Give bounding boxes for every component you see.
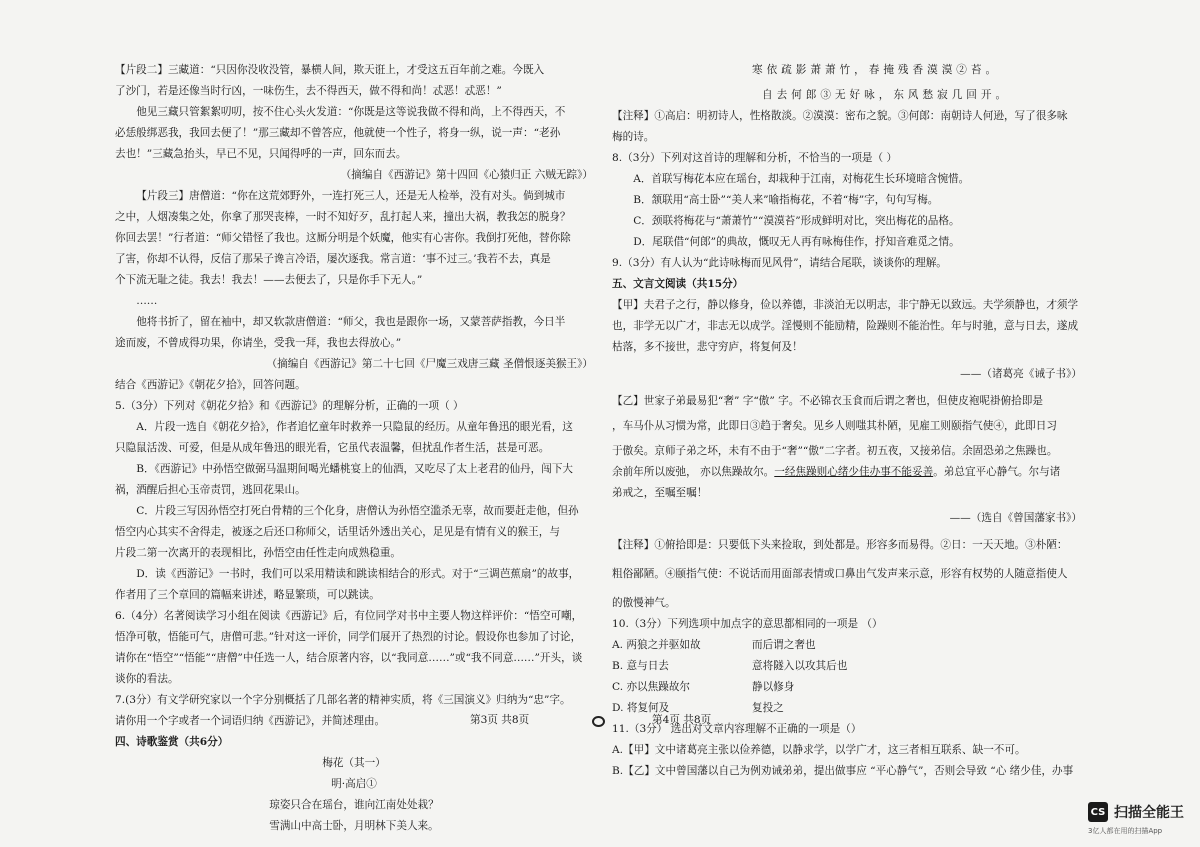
option-line: A.【甲】文中诸葛亮主张以俭养德，以静求学，以学广才，这三者相互联系、缺一不可。	[612, 744, 1026, 756]
question-11: 11.（3分） 选出对文章内容理解不正确的一项是（）	[612, 723, 862, 735]
text-line: 请你在“悟空”“悟能”“唐僧”中任选一人，结合原著内容，以“我同意……”或“我不同意……”开头，谈	[115, 652, 583, 664]
text-line: 悟净可敬，悟能可气，唐僧可悲。”针对这一评价，同学们展开了热烈的讨论。假设你也参加了讨论，	[115, 631, 582, 643]
text-line: 祸，酒醒后担心玉帝责罚，逃回花果山。	[115, 484, 306, 496]
text-line: 【片段二】三藏道：“只因你没收没管，暴横人间，欺天诳上，才受这五百年前之难。今既入	[115, 64, 545, 76]
text-line: D．读《西游记》一书时，我们可以采用精读和跳读相结合的形式。对于“三调芭蕉扇”的故事，	[136, 568, 580, 580]
text-line: 雪满山中高士卧，月明林下美人来。	[269, 820, 439, 832]
question-8: 8.（3分）下列对这首诗的理解和分析，不恰当的一项是（ ）	[612, 152, 898, 164]
text-line: C．片段三写因孙悟空打死白骨精的三个化身，唐僧认为孙悟空滥杀无辜，故而要赶走他，但孙	[136, 505, 579, 517]
passage-yi-line: 【乙】世家子弟最易犯“奢” 字“傲” 字。不必锦衣玉食而后谓之奢也，但使皮袍呢褂俯拾即是	[612, 395, 1043, 407]
source-line: ——（选自《曾国藩家书》）	[949, 512, 1082, 524]
text-line: 他见三藏只管絮絮叨叨，按不住心头火发道：“你既是这等说我做不得和尚，上不得西天，不	[136, 106, 566, 118]
text-line: 去也！”三藏急抬头，早已不见，只闻得呼的一声，回东而去。	[115, 148, 407, 160]
text-line: 作者用了三个章回的篇幅来讲述，略显繁琐，可以跳读。	[115, 589, 380, 601]
section-heading: 五、文言文阅读（共15分）	[612, 278, 744, 290]
page-number-left: 第3页 共8页	[470, 714, 530, 726]
passage-yi-line: ，车马仆从习惯为常，此即日③趋于奢矣。见乡人则嗤其朴陋，见雇工则颐指气使④，此即日习	[612, 420, 1057, 432]
text-line: 了害，你却不认得，反信了那呆子谗言冷语，屡次逐我。常言道：‘事不过三。’我若不去，真是	[115, 253, 551, 265]
passage-jia-line: 【甲】夫君子之行，静以修身，俭以养德，非淡泊无以明志，非宁静无以致远。夫学须静也，才须学	[612, 299, 1079, 311]
text-line: 6.（4分）名著阅读学习小组在阅读《西游记》后，有位同学对书中主要人物这样评价：“悟空可嘲，	[115, 610, 583, 622]
note-line: 梅的诗。	[612, 131, 655, 143]
text-line: B．《西游记》中孙悟空做弼马温期间喝光蟠桃宴上的仙酒，又吃尽了太上老君的仙丹，闯下大	[136, 463, 574, 475]
page-number-right: 第4页 共8页	[652, 714, 712, 726]
note-line: 【注释】①俯拾即是：只要低下头来捡取，到处都是。形容多而易得。②日：一天天地。③朴陋：	[612, 539, 1068, 551]
underlined-sentence: 一经焦躁则心绪少佳办事不能妥善	[774, 466, 934, 478]
text-line: 了沙门，若是还像当时行凶，一味伤生，去不得西天，做不得和尚！忒恶！忒恶！”	[115, 85, 502, 97]
passage-jia-line: 枯落，多不接世，悲守穷庐，将复何及！	[612, 341, 803, 353]
scanner-watermark	[1088, 802, 1184, 822]
note-line: 的傲慢神气。	[612, 597, 676, 609]
text-line: 他将书折了，留在袖中，却又软款唐僧道：“师父，我也是跟你一场，又蒙菩萨指教，今日半	[136, 316, 566, 328]
text-line: 梅花（其一）	[322, 757, 386, 769]
scanner-tagline: 3亿人都在用的扫描App	[1088, 827, 1163, 835]
poem-line: 寒依疏影萧萧竹，春掩残香漠漠②苔。	[752, 64, 1001, 76]
poem-line: 自去何郎③无好咏，东风愁寂几回开。	[762, 89, 1011, 101]
text-line: 5.（3分）下列对《朝花夕拾》和《西游记》的理解分析，正确的一项（ ）	[115, 400, 464, 412]
text-line: ……	[136, 295, 158, 307]
text-line: 结合《西游记》《朝花夕拾》，回答问题。	[115, 379, 306, 391]
text-line: 个下流无耻之徒。我去！我去！——去便去了，只是你手下无人。”	[115, 274, 423, 286]
text-line: 片段二第一次离开的表现相比，孙悟空由任性走向成熟稳重。	[115, 547, 402, 559]
option-line: B．颔联用“高士卧”“美人来”喻指梅花，不着“梅”字，句句写梅。	[633, 194, 939, 206]
option-line: D. 将复何及 复投之	[612, 702, 784, 714]
text-line: 请你用一个字或者一个词语归纳《西游记》，并简述理由。	[115, 715, 386, 727]
right-page	[612, 60, 1082, 782]
option-line: D．尾联借“何郎”的典故，慨叹无人再有咏梅佳作，抒知音难觅之情。	[633, 236, 960, 248]
cs-logo-icon: CS	[1088, 802, 1108, 822]
text-line: 必恁般绑恶我，我回去便了！”那三藏却不曾答应，他就使一个性子，将身一纵，说一声：“老孙	[115, 127, 561, 139]
passage-yi-line: 弟戒之，至嘱至嘱！	[612, 487, 708, 499]
note-line: 【注释】①高启：明初诗人，性格散淡。②漠漠：密布之貌。③何郎：南朝诗人何逊，写了很多咏	[612, 110, 1068, 122]
option-line: B.【乙】文中曾国藩以自己为例劝诫弟弟，提出做事应 “平心静气”，否则会导致 “心 绪少佳，办事	[612, 765, 1074, 777]
text-line: 明·高启①	[331, 778, 377, 790]
question-9: 9.（3分）有人认为“此诗咏梅而见风骨”，请结合尾联，谈谈你的理解。	[612, 257, 947, 269]
text-line: A．片段一选自《朝花夕拾》，作者追忆童年时救养一只隐鼠的经历。从童年鲁迅的眼光看，这	[136, 421, 573, 433]
text-line: 你回去罢！”行者道：“师父错怪了我也。这厮分明是个妖魔，他实有心害你。我倒打死他，替你除	[115, 232, 571, 244]
text-line: 途而废，不曾成得功果，你请坐，受我一拜，我也去得放心。”	[115, 337, 402, 349]
passage-yi-line: 于傲矣。京师子弟之坏，未有不由于“奢”“傲”二字者。初五夜，又接弟信。余固恐弟之焦躁也。	[612, 445, 1058, 457]
text-line: 【片段三】唐僧道：“你在这荒郊野外，一连打死三人，还是无人检举，没有对头。倘到城市	[136, 190, 566, 202]
text-line: （摘编自《西游记》第二十七回《尸魔三戏唐三藏 圣僧恨逐美猴王》）	[266, 358, 593, 370]
text-line: 谈你的看法。	[115, 673, 179, 685]
text-line: 四、诗歌鉴赏（共6分）	[115, 736, 229, 748]
source-line: ——（诸葛亮《诫子书》）	[960, 368, 1082, 380]
text-line: 7.(3分）有文学研究家以一个字分别概括了几部名著的精神实质，将《三国演义》归纳为“忠”字。	[115, 694, 571, 706]
binding-hole-icon	[592, 716, 605, 727]
option-line: B. 意与日去 意将隧入以攻其后也	[612, 660, 848, 672]
text-line: 只隐鼠活泼、可爱，但是从成年鲁迅的眼光看，它虽代表温馨，但扰乱作者生活，甚是可恶。	[115, 442, 550, 454]
note-line: 粗俗鄙陋。④颐指气使：不说话而用面部表情或口鼻出气发声来示意，形容有权势的人随意指使人	[612, 568, 1068, 580]
scanner-app-name: 扫描全能王	[1114, 805, 1184, 821]
text-line: 琼姿只合在瑶台，谁向江南处处栽？	[269, 799, 439, 811]
text-line: 悟空内心其实不舍得走，被逐之后还口称师父，话里话外透出关心，足见是有情有义的猴王，与	[115, 526, 560, 538]
option-line: C. 亦以焦躁故尔 静以修身	[612, 681, 795, 693]
text-line: （摘编自《西游记》第十四回《心猿归正 六贼无踪》）	[340, 169, 593, 181]
text-line: 之中，人烟凑集之处，你拿了那哭丧棒，一时不知好歹，乱打起人来，撞出大祸，教我怎的脱身？	[115, 211, 571, 223]
passage-jia-line: 也，非学无以广才，非志无以成学。淫慢则不能励精，险躁则不能治性。年与时驰，意与日去，遂成	[612, 320, 1079, 332]
passage-yi-line: 余前年所以废弛， 亦以焦躁故尔。一经焦躁则心绪少佳办事不能妥善。弟总宜平心静气。尔与诸	[612, 466, 1061, 478]
option-line: A. 两狼之并驱如故 而后谓之奢也	[612, 639, 816, 651]
question-10: 10.（3分）下列选项中加点字的意思都相同的一项是 （）	[612, 618, 883, 630]
option-line: C．颈联将梅花与“萧萧竹”“漠漠苔”形成鲜明对比，突出梅花的品格。	[633, 215, 960, 227]
option-line: A．首联写梅花本应在瑶台，却栽种于江南，对梅花生长环境暗含惋惜。	[633, 173, 970, 185]
